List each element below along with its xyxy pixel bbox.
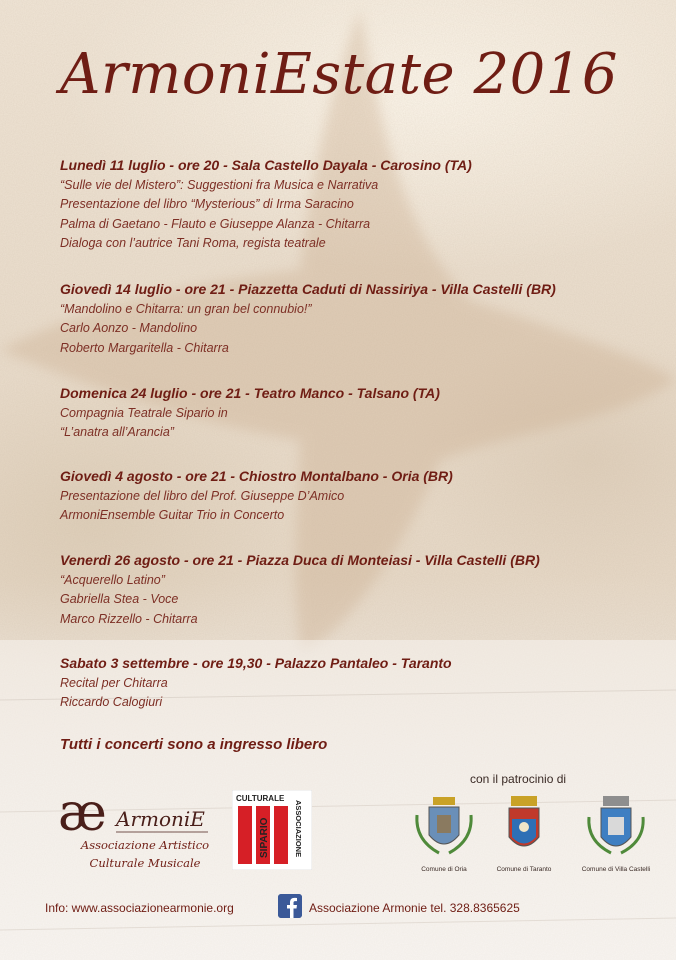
event-line: “Acquerello Latino”: [60, 572, 165, 587]
association-contact: Associazione Armonie tel. 328.8365625: [309, 901, 520, 915]
event-heading: Giovedì 14 luglio - ore 21 - Piazzetta Caduti di Nassiriya - Villa Castelli (BR): [60, 281, 556, 297]
armonie-name: ArmoniE: [116, 807, 205, 831]
event-heading: Domenica 24 luglio - ore 21 - Teatro Manco - Talsano (TA): [60, 385, 440, 401]
facebook-icon: [278, 894, 302, 918]
armonie-monogram: æ: [58, 786, 107, 843]
event-line: ArmoniEnsemble Guitar Trio in Concerto: [60, 508, 285, 522]
event-heading: Lunedì 11 luglio - ore 20 - Sala Castello Dayala - Carosino (TA): [60, 157, 472, 173]
event-line: Compagnia Teatrale Sipario in: [60, 405, 228, 420]
sipario-middle-text: SIPARIO: [259, 817, 270, 858]
event-5: [60, 551, 660, 629]
poster-title: ArmoniEstate 2016: [60, 42, 618, 107]
event-line: Presentazione del libro “Mysterious” di Irma Saracino: [60, 197, 354, 211]
taranto-caption: Comune di Taranto: [496, 866, 552, 873]
event-6: [60, 654, 660, 713]
event-line: Gabriella Stea - Voce: [60, 592, 179, 606]
event-line: “Mandolino e Chitarra: un gran bel connubio!”: [60, 301, 312, 316]
event-1: [60, 156, 660, 254]
event-line: “L’anatra all’Arancia”: [60, 425, 174, 439]
event-4: [60, 467, 660, 526]
armonie-subtitle-1: Associazione Artistico: [80, 838, 210, 852]
patronage-label: con il patrocinio di: [470, 772, 567, 786]
villa-castelli-crest-icon: [581, 795, 651, 857]
event-3: [60, 384, 660, 443]
event-2: [60, 280, 660, 358]
armonie-subtitle-2: Culturale Musicale: [89, 856, 201, 870]
event-line: Palma di Gaetano - Flauto e Giuseppe Alanza - Chitarra: [60, 216, 371, 231]
event-heading: Venerdì 26 agosto - ore 21 - Piazza Duca di Monteiasi - Villa Castelli (BR): [60, 552, 540, 568]
oria-caption: Comune di Oria: [421, 866, 467, 873]
event-line: Dialoga con l’autrice Tani Roma, regista teatrale: [60, 236, 326, 250]
event-line: “Sulle vie del Mistero”: Suggestioni fra Musica e Narrativa: [60, 177, 379, 192]
event-line: Carlo Aonzo - Mandolino: [60, 321, 198, 335]
event-heading: Sabato 3 settembre - ore 19,30 - Palazzo Pantaleo - Taranto: [60, 655, 452, 671]
free-entry-notice: Tutti i concerti sono a ingresso libero: [60, 736, 328, 753]
sipario-side-text: ASSOCIAZIONE: [294, 800, 303, 858]
event-line: Presentazione del libro del Prof. Giuseppe D’Amico: [60, 488, 345, 503]
villa-castelli-caption: Comune di Villa Castelli: [581, 866, 651, 873]
event-line: Marco Rizzello - Chitarra: [60, 611, 198, 626]
event-line: Roberto Margaritella - Chitarra: [60, 340, 229, 355]
sipario-top-text: CULTURALE: [236, 794, 285, 803]
event-line: Riccardo Calogiuri: [60, 695, 163, 709]
event-line: Recital per Chitarra: [60, 675, 168, 690]
event-heading: Giovedì 4 agosto - ore 21 - Chiostro Montalbano - Oria (BR): [60, 468, 453, 484]
sipario-logo: [232, 790, 312, 870]
oria-crest-icon: [409, 795, 479, 857]
website-info: Info: www.associazionearmonie.org: [45, 901, 234, 915]
taranto-crest-icon: [489, 795, 559, 857]
